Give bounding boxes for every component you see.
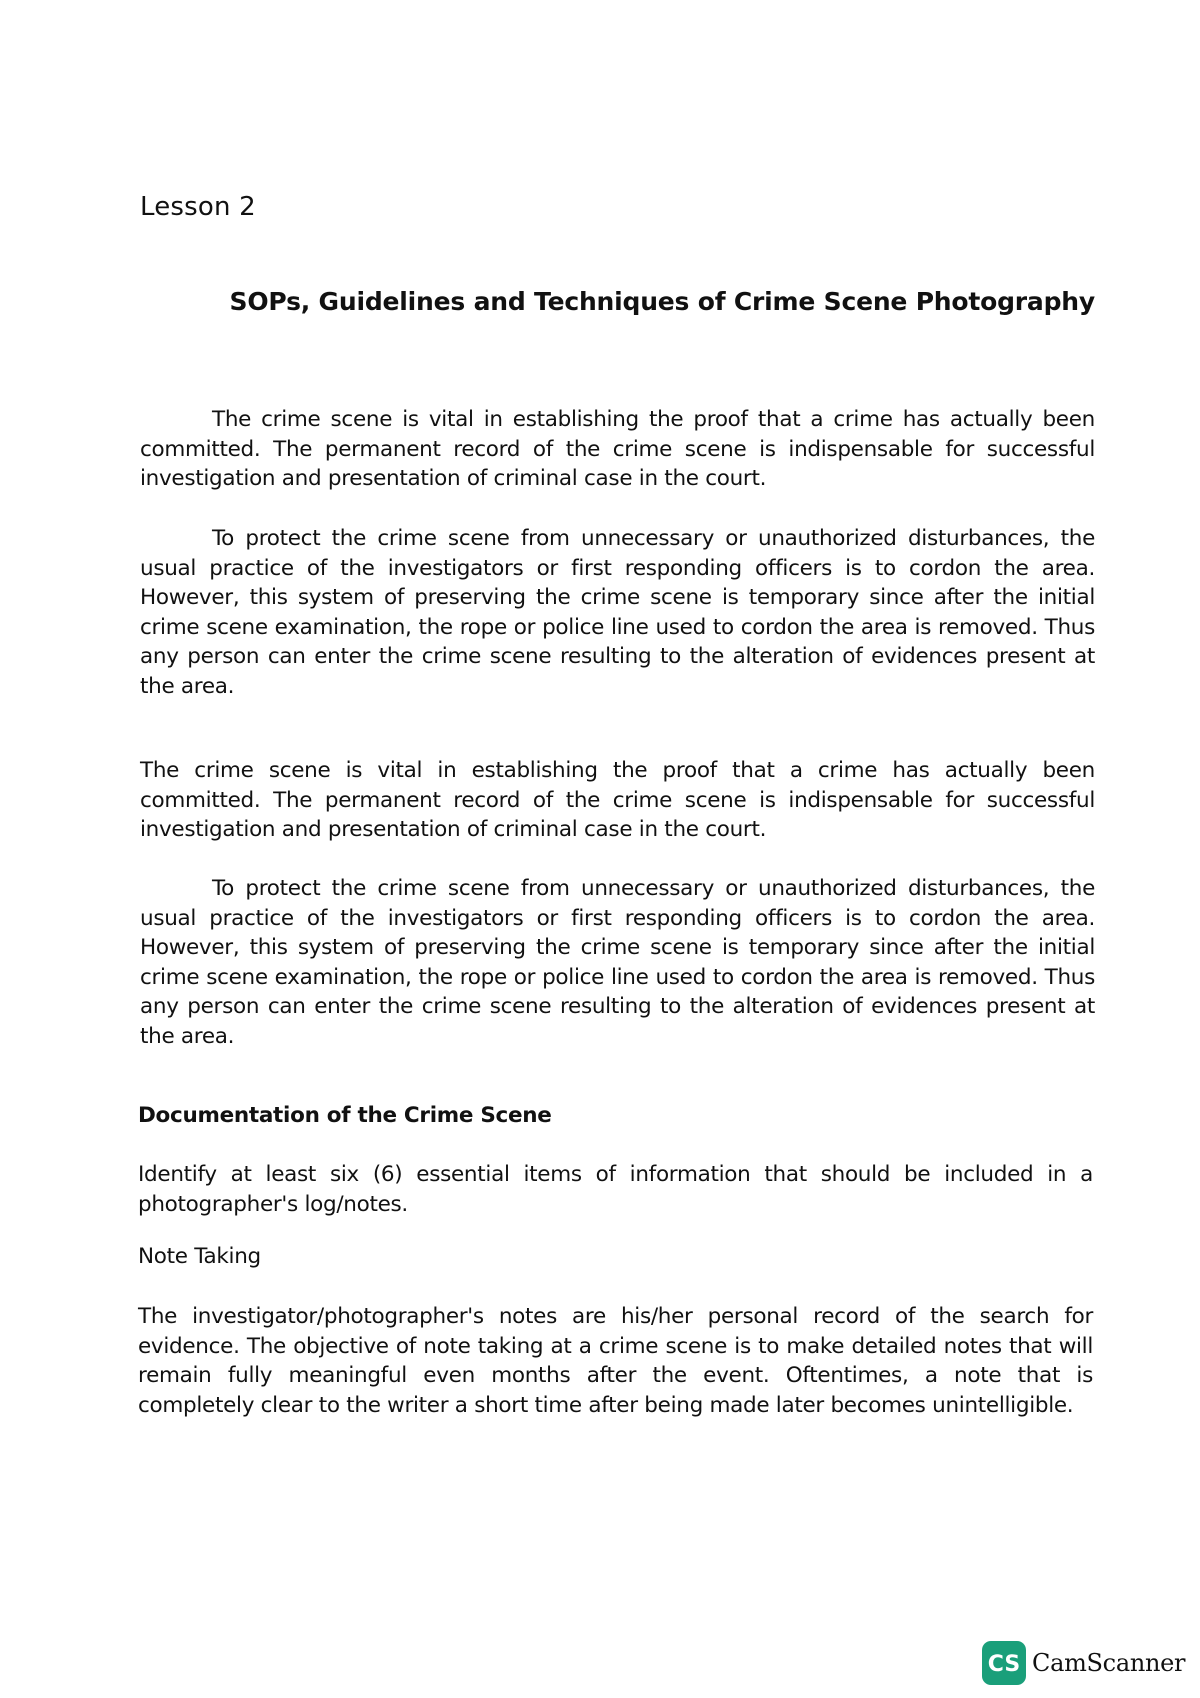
paragraph-cordon: To protect the crime scene from unnecessary or unauthorized disturbances, the usual practice of the investigators or first responding officers is to cordon the area. However, this system of preserving the crime scene is temporary since after the initial crime scene examination, the rope or police line used to cordon the area is removed. Thus any person can enter the crime scene resulting to the alteration of evidences present at the area.: [140, 526, 1095, 699]
note-taking-heading: Note Taking: [138, 1244, 261, 1269]
paragraph-intro: The crime scene is vital in establishing the proof that a crime has actually been committed. The permanent record of the crime scene is indispensable for successful investigation and presentation of criminal case in the court.: [140, 407, 1095, 491]
paragraph-intro-repeat: The crime scene is vital in establishing the proof that a crime has actually been committed. The permanent record of the crime scene is indispensable for successful investigation and presentation of criminal case in the court.: [140, 758, 1095, 842]
documentation-prompt: Identify at least six (6) essential items of information that should be included in a photographer's log/notes.: [138, 1162, 1093, 1217]
camscanner-logo-icon: [982, 1641, 1026, 1685]
svg-text:CS: CS: [987, 1652, 1021, 1677]
documentation-heading: Documentation of the Crime Scene: [138, 1103, 552, 1128]
lesson-label: Lesson 2: [140, 192, 256, 222]
note-taking-paragraph: The investigator/photographer's notes are his/her personal record of the search for evidence. The objective of note taking at a crime scene is to make detailed notes that will remain fully meaningful even months after the event. Oftentimes, a note that is completely clear to the writer a short time after being made later becomes unintelligible.: [138, 1304, 1093, 1418]
camscanner-label: CamScanner: [1032, 1649, 1186, 1677]
camscanner-watermark: [982, 1641, 1185, 1685]
paragraph-cordon-repeat: To protect the crime scene from unnecessary or unauthorized disturbances, the usual practice of the investigators or first responding officers is to cordon the area. However, this system of preserving the crime scene is temporary since after the initial crime scene examination, the rope or police line used to cordon the area is removed. Thus any person can enter the crime scene resulting to the alteration of evidences present at the area.: [140, 876, 1095, 1049]
document-title: SOPs, Guidelines and Techniques of Crime Scene Photography: [229, 287, 1095, 316]
